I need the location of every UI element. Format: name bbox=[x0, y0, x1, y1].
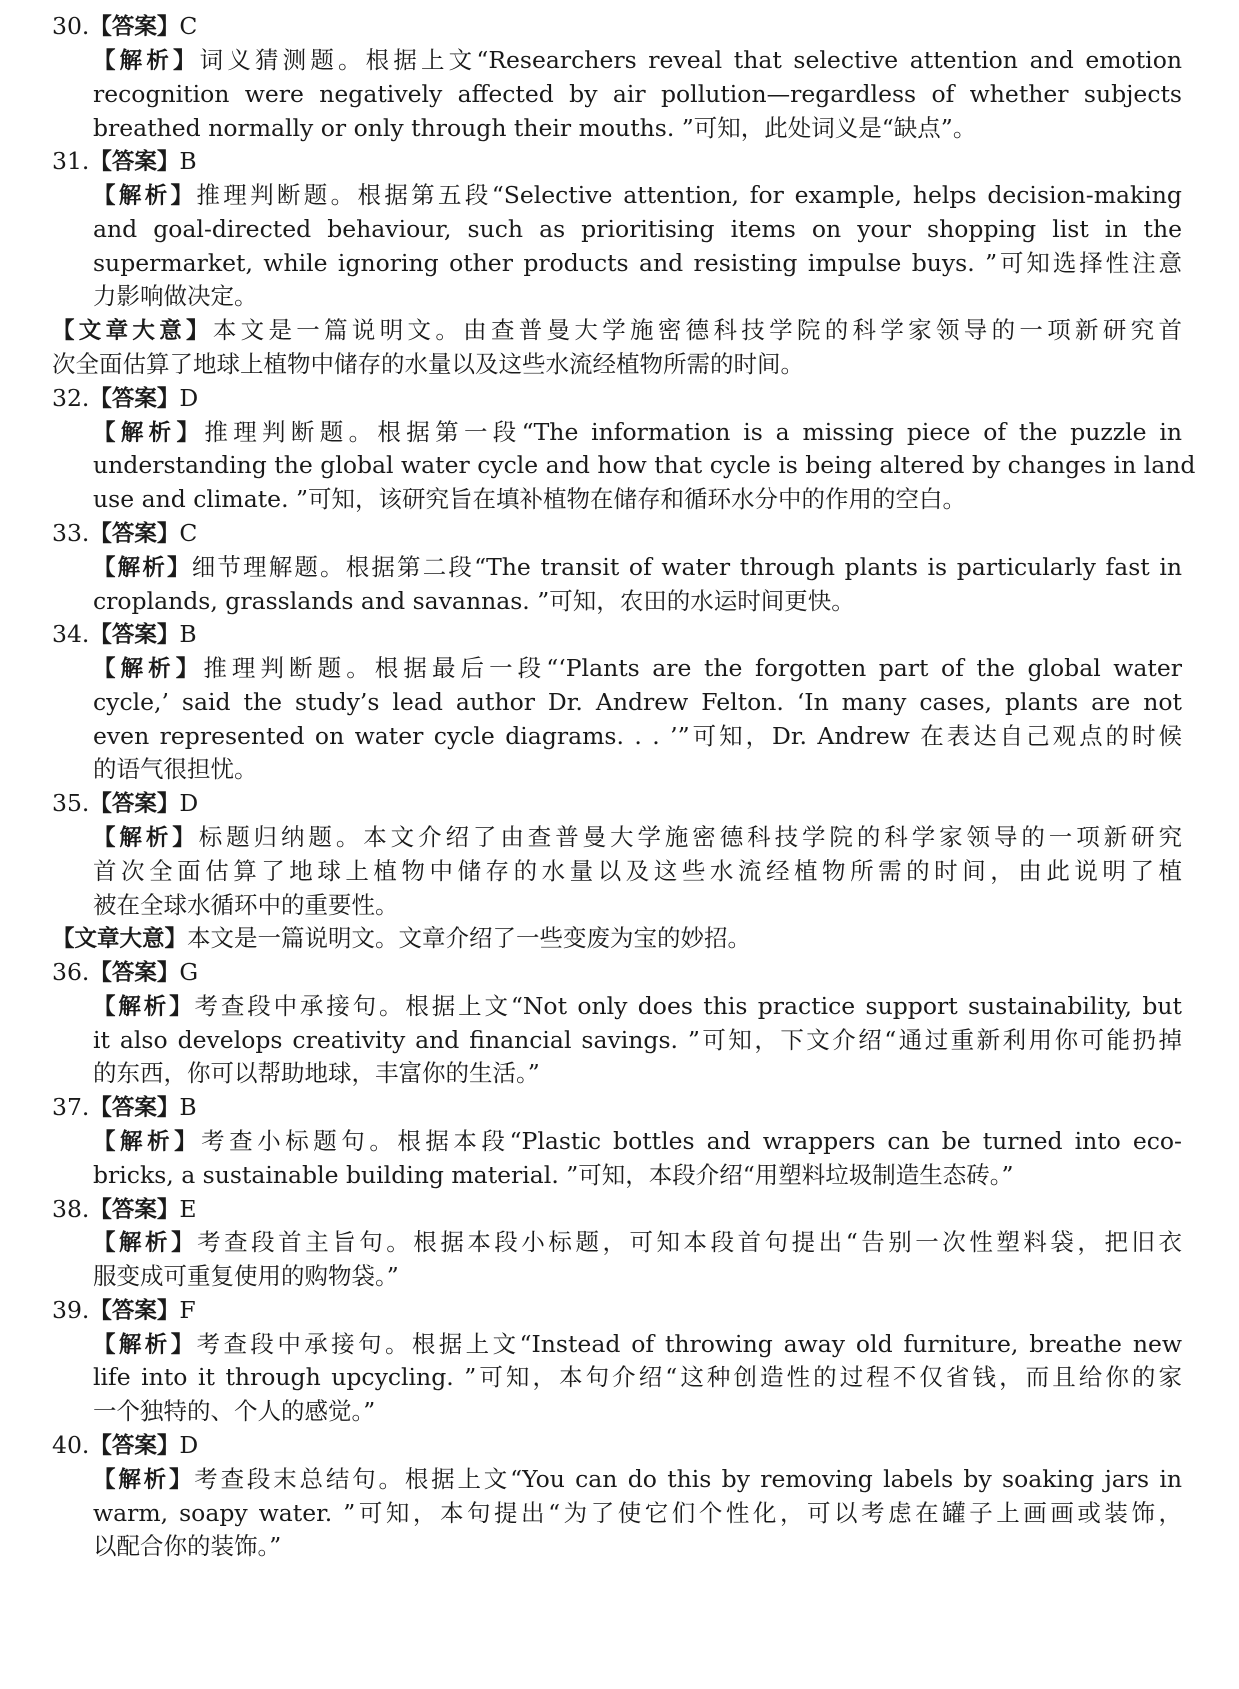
question-32-analysis-line: use and climate. ”可知，该研究旨在填补植物在储存和循环水分中的作用的空白。 bbox=[93, 485, 967, 513]
article-summary-line: 次全面估算了地球上植物中储存的水量以及这些水流经植物所需的时间。 bbox=[52, 350, 804, 378]
question-40-answer: 40.【答案】D bbox=[52, 1431, 199, 1459]
question-37-answer: 37.【答案】B bbox=[52, 1093, 197, 1121]
question-39-analysis-line: life into it through upcycling. ”可知，本句介绍“这种创造性的过程不仅省钱，而且给你的家 bbox=[93, 1363, 1182, 1391]
question-31-analysis-line: 【解析】推理判断题。根据第五段“Selective attention, for example, helps decision-making bbox=[93, 181, 1182, 209]
question-32-analysis-line: 【解析】推理判断题。根据第一段“The information is a missing piece of the puzzle in bbox=[93, 418, 1182, 446]
question-33-analysis-line: 【解析】细节理解题。根据第二段“The transit of water through plants is particularly fast in bbox=[93, 553, 1182, 581]
question-31-analysis-line: 力影响做决定。 bbox=[93, 282, 258, 310]
question-35-answer: 35.【答案】D bbox=[52, 789, 199, 817]
question-40-analysis-line: warm, soapy water. ”可知，本句提出“为了使它们个性化，可以考虑在罐子上画画或装饰， bbox=[93, 1499, 1182, 1527]
question-35-analysis-line: 【解析】标题归纳题。本文介绍了由查普曼大学施密德科技学院的科学家领导的一项新研究 bbox=[93, 823, 1182, 851]
question-30-analysis-line: breathed normally or only through their mouths. ”可知，此处词义是“缺点”。 bbox=[93, 114, 977, 142]
question-31-analysis-line: supermarket, while ignoring other products and resisting impulse buys. ”可知选择性注意 bbox=[93, 249, 1182, 277]
question-32-analysis-line: understanding the global water cycle and how that cycle is being altered by changes in land bbox=[93, 451, 1196, 479]
question-38-analysis-line: 服变成可重复使用的购物袋。” bbox=[93, 1262, 399, 1290]
question-37-analysis-line: bricks, a sustainable building material. ”可知，本段介绍“用塑料垃圾制造生态砖。” bbox=[93, 1161, 1014, 1189]
question-32-answer: 32.【答案】D bbox=[52, 384, 199, 412]
question-34-analysis-line: 的语气很担忧。 bbox=[93, 755, 258, 783]
question-38-analysis-line: 【解析】考查段首主旨句。根据本段小标题，可知本段首句提出“告别一次性塑料袋，把旧衣 bbox=[93, 1228, 1182, 1256]
question-36-answer: 36.【答案】G bbox=[52, 958, 199, 986]
question-30-analysis-line: 【解析】词义猜测题。根据上文“Researchers reveal that selective attention and emotion bbox=[93, 46, 1182, 74]
article-summary-line: 【文章大意】本文是一篇说明文。由查普曼大学施密德科技学院的科学家领导的一项新研究首 bbox=[52, 316, 1182, 344]
question-38-answer: 38.【答案】E bbox=[52, 1195, 197, 1223]
question-35-analysis-line: 首次全面估算了地球上植物中储存的水量以及这些水流经植物所需的时间，由此说明了植 bbox=[93, 857, 1182, 885]
question-36-analysis-line: it also develops creativity and financial savings. ”可知，下文介绍“通过重新利用你可能扔掉 bbox=[93, 1026, 1182, 1054]
question-37-analysis-line: 【解析】考查小标题句。根据本段“Plastic bottles and wrappers can be turned into eco- bbox=[93, 1127, 1182, 1155]
question-40-analysis-line: 以配合你的装饰。” bbox=[93, 1532, 282, 1560]
question-36-analysis-line: 【解析】考查段中承接句。根据上文“Not only does this practice support sustainability, but bbox=[93, 992, 1182, 1020]
question-30-answer: 30.【答案】C bbox=[52, 12, 198, 40]
question-34-analysis-line: even represented on water cycle diagrams. . . ’”可知，Dr. Andrew 在表达自己观点的时候 bbox=[93, 722, 1182, 750]
question-33-answer: 33.【答案】C bbox=[52, 519, 198, 547]
question-40-analysis-line: 【解析】考查段末总结句。根据上文“You can do this by removing labels by soaking jars in bbox=[93, 1465, 1182, 1493]
question-31-analysis-line: and goal-directed behaviour, such as prioritising items on your shopping list in the bbox=[93, 215, 1182, 243]
question-39-analysis-line: 【解析】考查段中承接句。根据上文“Instead of throwing away old furniture, breathe new bbox=[93, 1330, 1182, 1358]
question-39-answer: 39.【答案】F bbox=[52, 1296, 196, 1324]
question-33-analysis-line: croplands, grasslands and savannas. ”可知，农田的水运时间更快。 bbox=[93, 587, 855, 615]
question-36-analysis-line: 的东西，你可以帮助地球，丰富你的生活。” bbox=[93, 1059, 540, 1087]
question-34-analysis-line: 【解析】推理判断题。根据最后一段“‘Plants are the forgotten part of the global water bbox=[93, 654, 1182, 682]
question-34-answer: 34.【答案】B bbox=[52, 620, 197, 648]
article-summary-line: 【文章大意】本文是一篇说明文。文章介绍了一些变废为宝的妙招。 bbox=[52, 924, 752, 952]
question-34-analysis-line: cycle,’ said the study’s lead author Dr. Andrew Felton. ‘In many cases, plants are not bbox=[93, 688, 1182, 716]
question-39-analysis-line: 一个独特的、个人的感觉。” bbox=[93, 1397, 376, 1425]
question-35-analysis-line: 被在全球水循环中的重要性。 bbox=[93, 891, 399, 919]
question-31-answer: 31.【答案】B bbox=[52, 147, 197, 175]
question-30-analysis-line: recognition were negatively affected by air pollution—regardless of whether subjects bbox=[93, 80, 1182, 108]
